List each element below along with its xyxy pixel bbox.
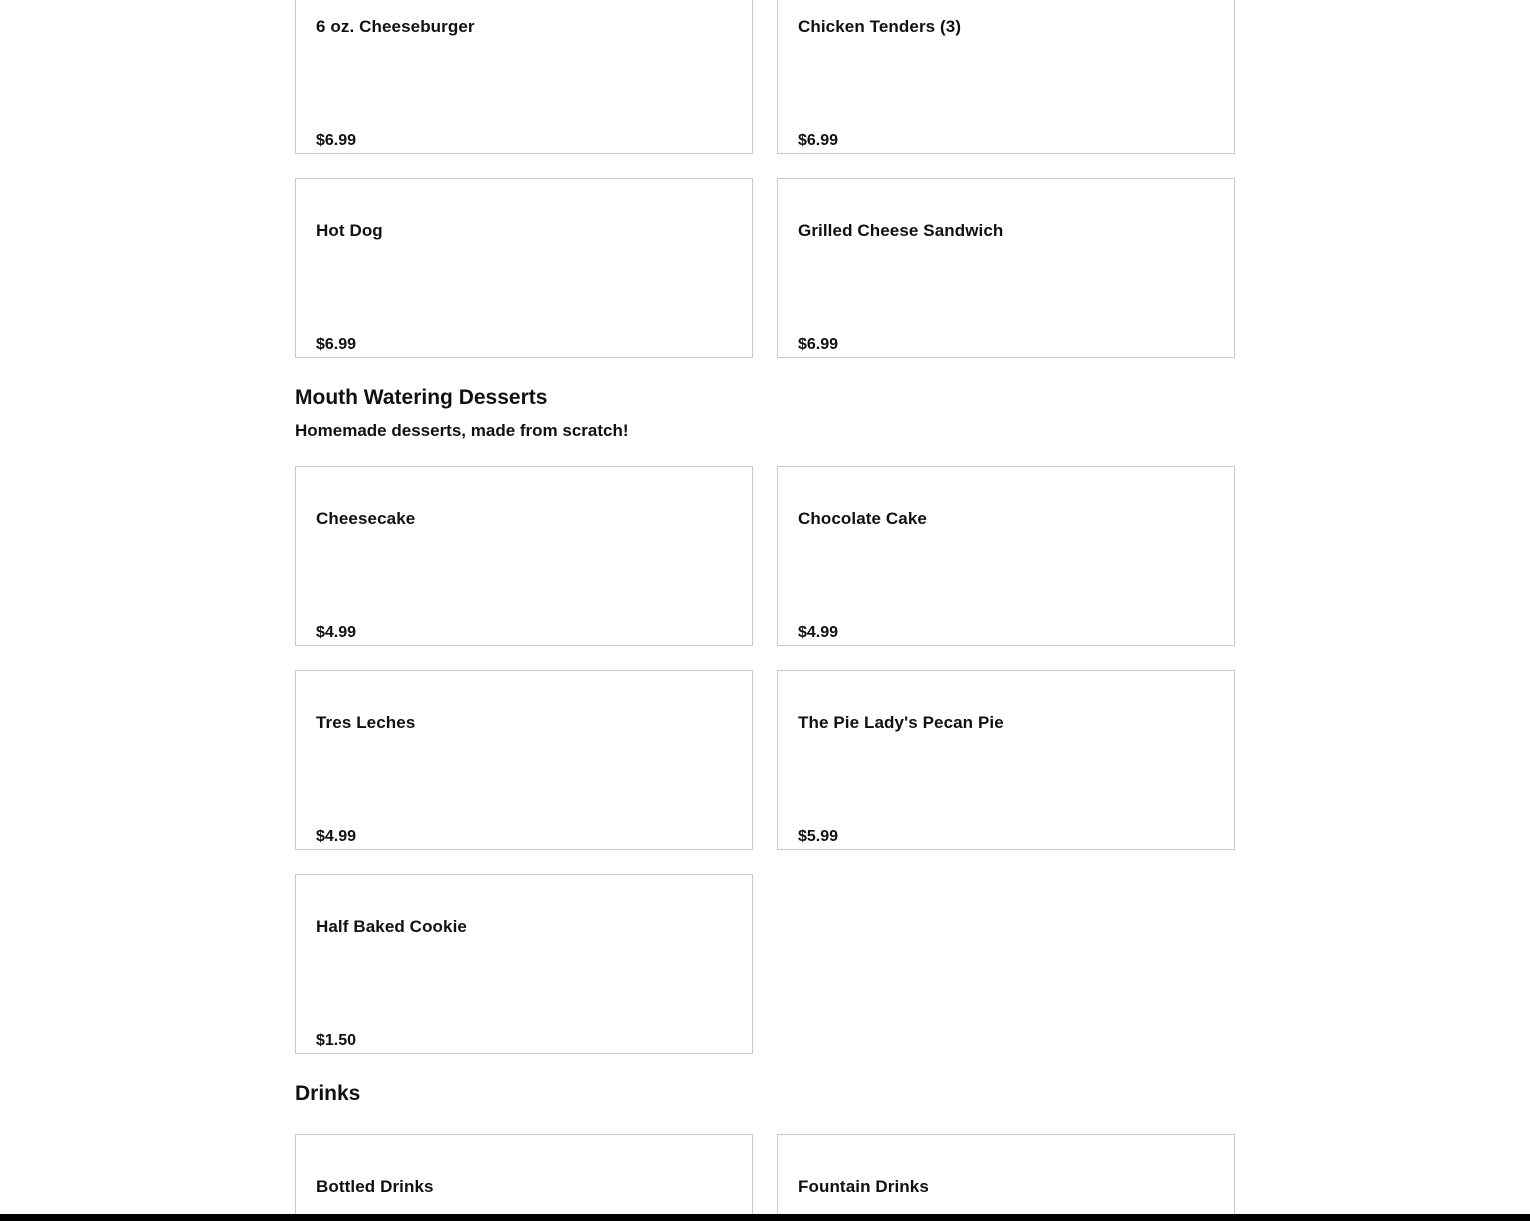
menu-item-name: Hot Dog <box>316 221 383 240</box>
section-title: Drinks <box>295 1082 361 1105</box>
menu-item-name: Bottled Drinks <box>316 1177 434 1196</box>
mains-grid <box>295 0 1235 358</box>
section-description: Homemade desserts, made from scratch! <box>295 421 629 440</box>
menu-item-price: $1.50 <box>316 1032 357 1049</box>
bottom-bar <box>0 1214 1530 1221</box>
menu-item-card[interactable] <box>295 0 753 154</box>
desserts-section-header <box>295 382 1235 466</box>
menu-item-name: Cheesecake <box>316 509 416 528</box>
menu-item-name: Half Baked Cookie <box>316 917 467 936</box>
menu-item-price: $6.99 <box>316 336 357 353</box>
menu-item-name: Chocolate Cake <box>798 509 927 528</box>
menu-item-price: $4.99 <box>316 624 357 641</box>
menu-item-card[interactable] <box>777 1134 1235 1221</box>
menu-item-card[interactable] <box>295 466 753 646</box>
menu-item-price: $5.99 <box>798 828 839 845</box>
menu-item-name: The Pie Lady's Pecan Pie <box>798 713 1004 732</box>
menu-item-card[interactable] <box>777 466 1235 646</box>
menu-item-price: $4.99 <box>798 624 839 641</box>
menu-container <box>295 0 1235 1221</box>
menu-item-card[interactable] <box>777 178 1235 358</box>
menu-item-name: Grilled Cheese Sandwich <box>798 221 1004 240</box>
menu-item-card[interactable] <box>295 178 753 358</box>
menu-item-card[interactable] <box>295 670 753 850</box>
menu-item-price: $6.99 <box>316 132 357 149</box>
menu-item-card[interactable] <box>295 1134 753 1221</box>
menu-item-card[interactable] <box>295 874 753 1054</box>
menu-item-name: Chicken Tenders (3) <box>798 17 962 36</box>
menu-item-card[interactable] <box>777 0 1235 154</box>
menu-item-price: $4.99 <box>316 828 357 845</box>
menu-item-name: 6 oz. Cheeseburger <box>316 17 475 36</box>
menu-item-name: Tres Leches <box>316 713 416 732</box>
desserts-grid <box>295 466 1235 1054</box>
section-title: Mouth Watering Desserts <box>295 386 548 409</box>
drinks-section-header <box>295 1078 1235 1134</box>
menu-item-name: Fountain Drinks <box>798 1177 929 1196</box>
menu-item-card[interactable] <box>777 670 1235 850</box>
drinks-grid <box>295 1134 1235 1221</box>
menu-item-price: $6.99 <box>798 132 839 149</box>
menu-item-price: $6.99 <box>798 336 839 353</box>
